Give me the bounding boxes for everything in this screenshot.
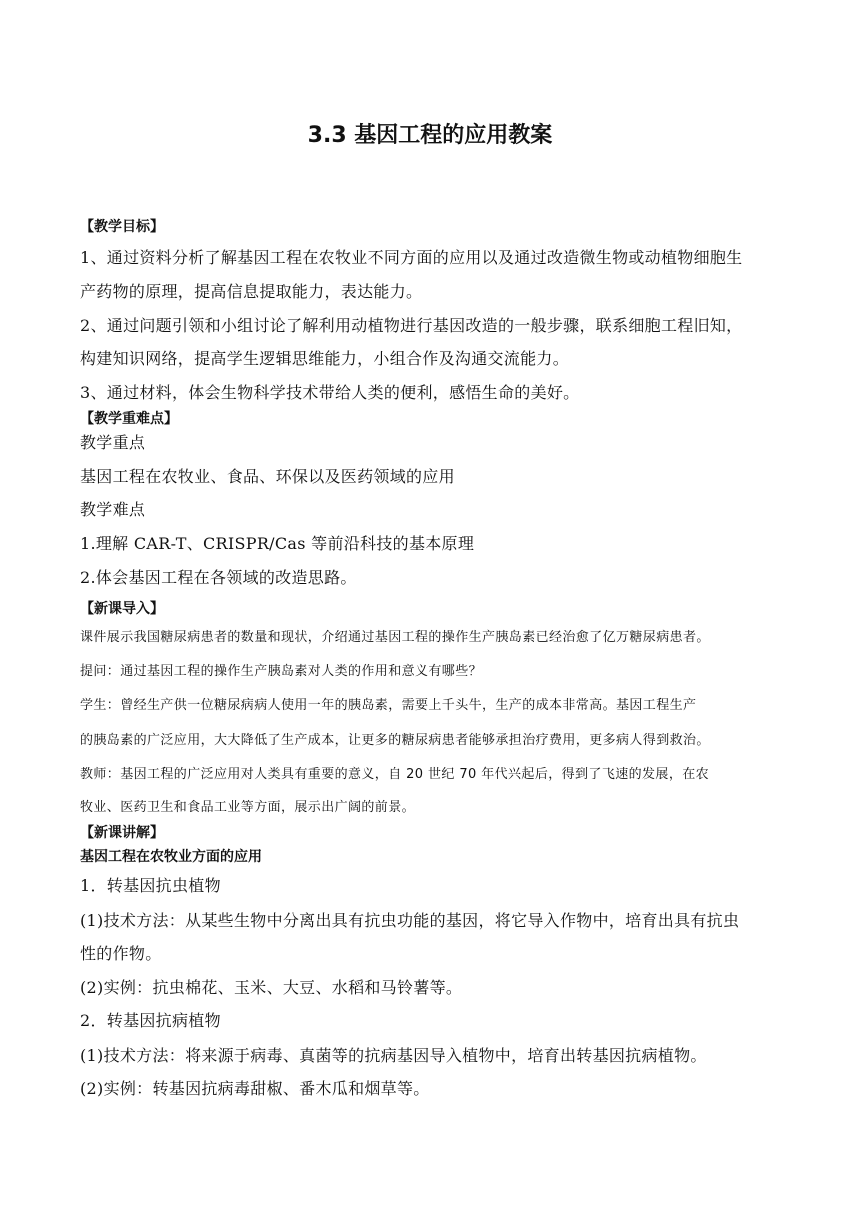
- intro-line: 的胰岛素的广泛应用，大大降低了生产成本，让更多的糖尿病患者能够承担治疗费用，更多病人得到救治。: [80, 733, 710, 748]
- section-heading-key-points: 【教学重难点】: [80, 411, 178, 427]
- objective-line: 2、通过问题引领和小组讨论了解利用动植物进行基因改造的一般步骤，联系细胞工程旧知，: [80, 316, 743, 335]
- key-point-line: 1.理解 CAR-T、CRISPR/Cas 等前沿科技的基本原理: [80, 534, 475, 553]
- section-heading-lecture: 【新课讲解】: [80, 825, 164, 841]
- lecture-line: 1．转基因抗虫植物: [80, 876, 221, 895]
- key-point-line: 教学难点: [80, 500, 146, 519]
- lecture-line: (1)技术方法：将来源于病毒、真菌等的抗病基因导入植物中，培育出转基因抗病植物。: [80, 1046, 707, 1065]
- key-point-line: 教学重点: [80, 433, 146, 452]
- objective-line: 产药物的原理，提高信息提取能力，表达能力。: [80, 282, 423, 301]
- key-point-line: 基因工程在农牧业、食品、环保以及医药领域的应用: [80, 467, 455, 486]
- lecture-line: (2)实例：转基因抗病毒甜椒、番木瓜和烟草等。: [80, 1079, 430, 1098]
- objective-line: 构建知识网络，提高学生逻辑思维能力，小组合作及沟通交流能力。: [80, 349, 570, 368]
- lecture-subheading: 基因工程在农牧业方面的应用: [80, 849, 262, 865]
- section-heading-intro: 【新课导入】: [80, 601, 164, 617]
- intro-line: 教师：基因工程的广泛应用对人类具有重要的意义，自 20 世纪 70 年代兴起后，得到了飞速的发展，在农: [80, 767, 710, 782]
- intro-line: 学生：曾经生产供一位糖尿病病人使用一年的胰岛素，需要上千头牛，生产的成本非常高。基因工程生产: [80, 698, 697, 713]
- objective-line: 3、通过材料，体会生物科学技术带给人类的便利，感悟生命的美好。: [80, 383, 580, 402]
- lecture-line: (2)实例：抗虫棉花、玉米、大豆、水稻和马铃薯等。: [80, 978, 463, 997]
- section-heading-objectives: 【教学目标】: [80, 219, 164, 235]
- lecture-line: (1)技术方法：从某些生物中分离出具有抗虫功能的基因，将它导入作物中，培育出具有抗虫: [80, 911, 740, 930]
- key-point-line: 2.体会基因工程在各领域的改造思路。: [80, 568, 357, 587]
- lecture-line: 2．转基因抗病植物: [80, 1011, 221, 1030]
- intro-line: 课件展示我国糖尿病患者的数量和现状，介绍通过基因工程的操作生产胰岛素已经治愈了亿万糖尿病患者。: [80, 630, 710, 645]
- document-title: 3.3 基因工程的应用教案: [307, 123, 553, 148]
- lecture-line: 性的作物。: [80, 944, 162, 963]
- objective-line: 1、通过资料分析了解基因工程在农牧业不同方面的应用以及通过改造微生物或动植物细胞生: [80, 248, 743, 267]
- intro-line: 牧业、医药卫生和食品工业等方面，展示出广阔的前景。: [80, 800, 416, 815]
- intro-line: 提问：通过基因工程的操作生产胰岛素对人类的作用和意义有哪些？: [80, 664, 483, 679]
